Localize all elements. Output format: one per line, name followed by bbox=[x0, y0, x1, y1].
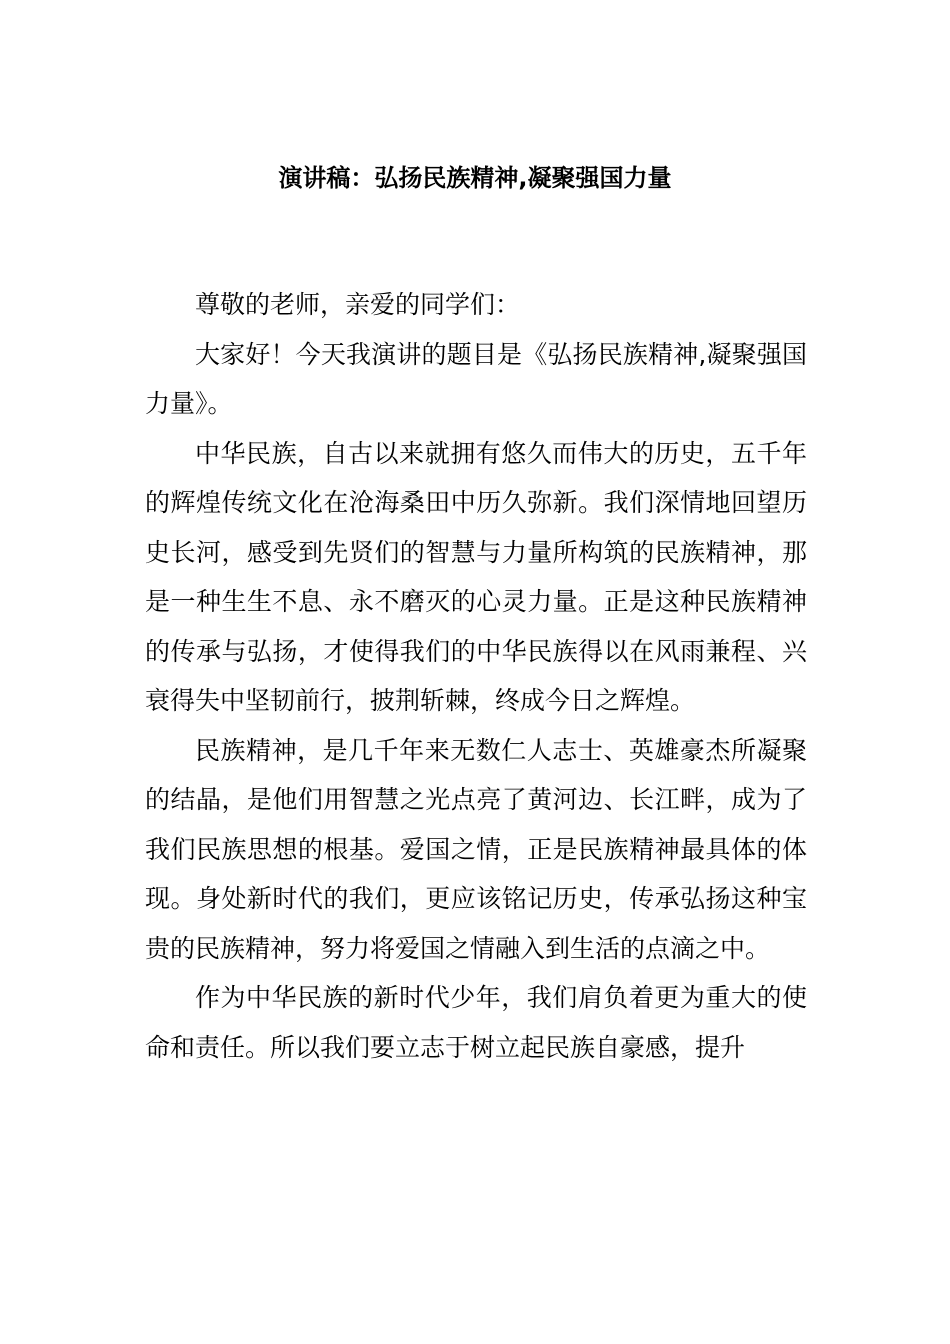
document-title: 演讲稿：弘扬民族精神,凝聚强国力量 bbox=[278, 164, 672, 192]
paragraph-salutation: 尊敬的老师，亲爱的同学们： bbox=[195, 290, 521, 319]
paragraph-national-spirit: 民族精神，是几千年来无数仁人志士、英雄豪杰所凝聚的结晶，是他们用智慧之光点亮了黄河边、长江畔，成为了我们民族思想的根基。爱国之情，正是民族精神最具体的体现。身处新时代的我们，更应该铭记历史，传承弘扬这种宝贵的民族精神，努力将爱国之情融入到生活的点滴之中。 bbox=[145, 735, 807, 963]
document-body bbox=[145, 280, 807, 1072]
paragraph-greeting: 大家好！今天我演讲的题目是《弘扬民族精神,凝聚强国力量》。 bbox=[145, 339, 807, 418]
paragraph-youth-mission: 作为中华民族的新时代少年，我们肩负着更为重大的使命和责任。所以我们要立志于树立起民族自豪感，提升 bbox=[145, 983, 807, 1062]
paragraph-history: 中华民族，自古以来就拥有悠久而伟大的历史，五千年的辉煌传统文化在沧海桑田中历久弥新。我们深情地回望历史长河，感受到先贤们的智慧与力量所构筑的民族精神，那是一种生生不息、永不磨灭的心灵力量。正是这种民族精神的传承与弘扬，才使得我们的中华民族得以在风雨兼程、兴衰得失中坚韧前行，披荆斩棘，终成今日之辉煌。 bbox=[145, 438, 807, 715]
